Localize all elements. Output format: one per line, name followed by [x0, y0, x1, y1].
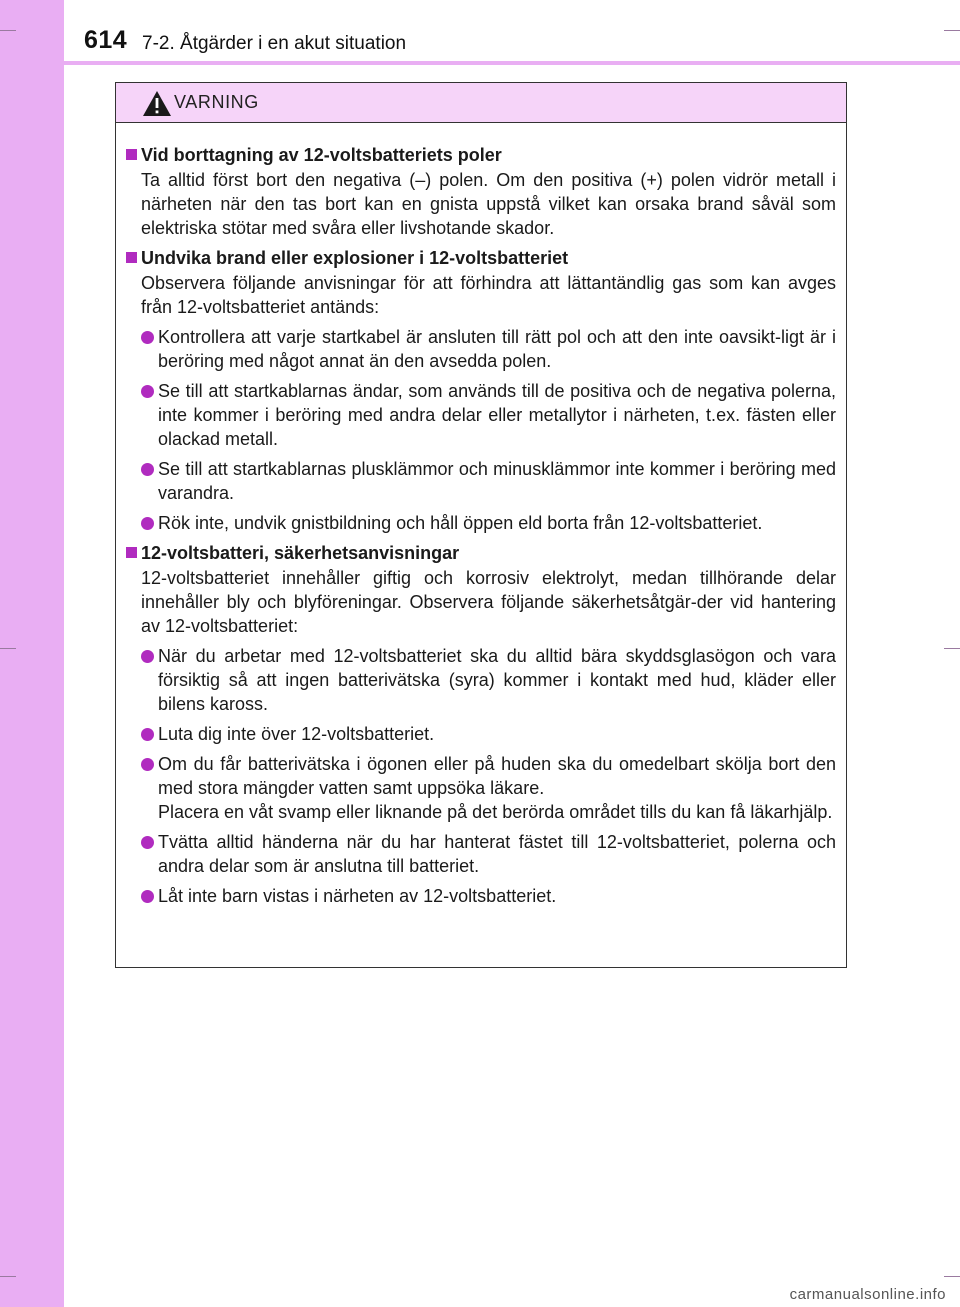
- warning-label: VARNING: [174, 92, 259, 112]
- square-bullet-icon: [126, 149, 137, 160]
- round-bullet-icon: [141, 385, 154, 398]
- section-title: 7-2. Åtgärder i en akut situation: [142, 33, 407, 54]
- warning-box: [115, 82, 847, 968]
- square-bullet-icon: [126, 252, 137, 263]
- section-heading: [126, 143, 836, 167]
- list-item-text: Låt inte barn vistas i närheten av 12-voltsbatteriet.: [158, 886, 557, 906]
- section-heading: [126, 246, 836, 270]
- page-number: 614: [84, 26, 128, 54]
- section-heading-text: Vid borttagning av 12-voltsbatteriets poler: [141, 145, 502, 165]
- warning-header: [116, 83, 846, 123]
- list-item: [141, 884, 836, 908]
- list-item: [141, 722, 836, 746]
- section-paragraph: Observera följande anvisningar för att förhindra att lättantändlig gas som kan avges från 12-voltsbatteriet antänds:: [141, 273, 836, 317]
- square-bullet-icon: [126, 547, 137, 558]
- list-item: [141, 830, 836, 878]
- round-bullet-icon: [141, 728, 154, 741]
- crop-mark: [944, 30, 960, 31]
- header-rule: [64, 61, 960, 65]
- crop-mark: [944, 648, 960, 649]
- crop-mark: [0, 1276, 16, 1277]
- list-item-text-line: Placera en våt svamp eller liknande på det berörda området tills du kan få läkarhjälp.: [158, 802, 833, 822]
- footer-watermark: carmanualsonline.info: [789, 1286, 946, 1303]
- list-item: [141, 752, 836, 824]
- section-heading-text: 12-voltsbatteri, säkerhetsanvisningar: [141, 543, 460, 563]
- warning-body: [116, 123, 846, 908]
- round-bullet-icon: [141, 890, 154, 903]
- list-item-text: Rök inte, undvik gnistbildning och håll öppen eld borta från 12-voltsbatteriet.: [158, 513, 763, 533]
- list-item: [141, 644, 836, 716]
- crop-mark: [0, 648, 16, 649]
- round-bullet-icon: [141, 463, 154, 476]
- round-bullet-icon: [141, 836, 154, 849]
- list-item-text: Tvätta alltid händerna när du har hanterat fästet till 12-voltsbatteriet, polerna och andra delar som är anslutna till batteriet.: [158, 832, 836, 876]
- warning-section: [126, 541, 836, 908]
- crop-mark: [0, 30, 16, 31]
- list-item: [141, 457, 836, 505]
- round-bullet-icon: [141, 758, 154, 771]
- side-strip: [0, 0, 64, 1307]
- section-heading-text: Undvika brand eller explosioner i 12-voltsbatteriet: [141, 248, 569, 268]
- warning-triangle-icon: [142, 90, 172, 117]
- list-item: [141, 379, 836, 451]
- list-item-text: [158, 752, 836, 824]
- list-item-text: Se till att startkablarnas plusklämmor och minusklämmor inte kommer i beröring med varandra.: [158, 459, 836, 503]
- round-bullet-icon: [141, 517, 154, 530]
- section-paragraph: Ta alltid först bort den negativa (–) polen. Om den positiva (+) polen vidrör metall i närheten när den tas bort kan en gnista uppstå vilket kan orsaka brand såväl som elektriska stötar med svåra eller livshotande skador.: [141, 170, 836, 238]
- list-item-text: Luta dig inte över 12-voltsbatteriet.: [158, 724, 435, 744]
- round-bullet-icon: [141, 331, 154, 344]
- list-item: [141, 325, 836, 373]
- list-item: [141, 511, 836, 535]
- list-item-text: Se till att startkablarnas ändar, som används till de positiva och de negativa polerna, inte kommer i beröring med andra delar eller metallytor i närheten, t.ex. fästen eller olackad metall.: [158, 381, 836, 449]
- warning-section: [126, 246, 836, 535]
- list-item-text-line: Om du får batterivätska i ögonen eller på huden ska du omedelbart skölja bort den med stora mängder vatten samt uppsöka läkare.: [158, 754, 836, 798]
- list-item-text: Kontrollera att varje startkabel är ansluten till rätt pol och att den inte oavsikt-ligt är i beröring med något annat än den avsedda polen.: [158, 327, 836, 371]
- list-item-text: När du arbetar med 12-voltsbatteriet ska du alltid bära skyddsglasögon och vara försiktig så att ingen batterivätska (syra) kommer i kontakt med hud, kläder eller bilens kaross.: [158, 646, 836, 714]
- section-paragraph: 12-voltsbatteriet innehåller giftig och korrosiv elektrolyt, medan tillhörande delar innehåller bly och blyföreningar. Observera följande säkerhetsåtgär-der vid hantering av 12-voltsbatteriet:: [141, 568, 836, 636]
- crop-mark: [944, 1276, 960, 1277]
- round-bullet-icon: [141, 650, 154, 663]
- section-heading: [126, 541, 836, 565]
- warning-section: [126, 143, 836, 240]
